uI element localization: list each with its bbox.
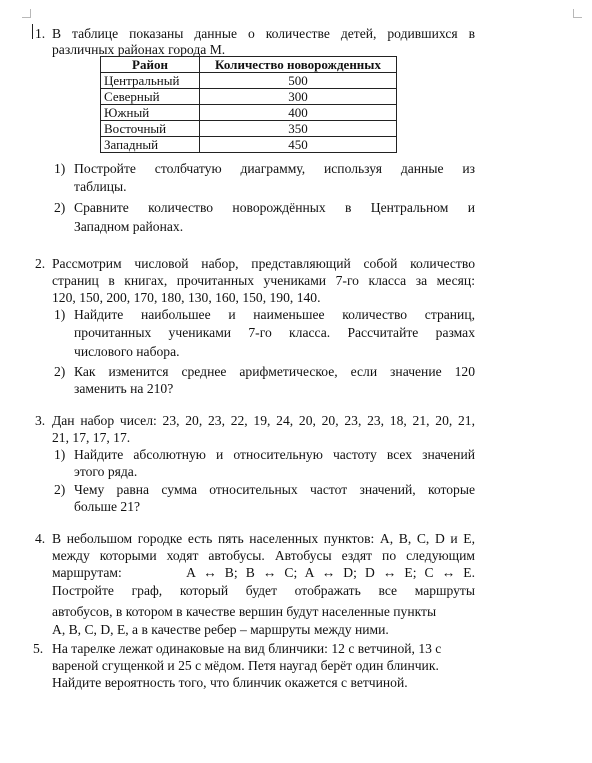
district-cell: Северный [101,89,200,105]
subtask-number: 2) [54,364,66,379]
table-header-cell: Количество новорожденных [200,57,397,73]
subtask-text-line: Сравните количество новорождённых в Центральном и [74,200,475,215]
count-cell: 350 [200,121,397,137]
district-cell: Южный [101,105,200,121]
count-cell: 500 [200,73,397,89]
subtask-number: 1) [54,161,66,176]
table-row [101,73,397,89]
task-2-text-line: 120, 150, 200, 170, 180, 130, 160, 150, 190, 140. [52,290,321,305]
task-4-text-line: маршрутам: A ↔ B; B ↔ C; A ↔ D; D ↔ E; C ↔ E. [52,565,475,580]
table-row [101,89,397,105]
task-4-number: 4. [35,531,46,546]
subtask-text-line: Западном районах. [74,219,184,234]
task-1-text-line: В таблице показаны данные о количестве детей, родившихся в [52,26,475,41]
task-1-text-line: различных районах города М. [52,42,226,57]
district-cell: Западный [101,137,200,153]
task-4-text-line: автобусов, в котором в качестве вершин будут населенные пункты [52,604,437,619]
subtask-text-line: Найдите наибольшее и наименьшее количество страниц, [74,307,475,322]
subtask-text-line: Как изменится среднее арифметическое, если значение 120 [74,364,475,379]
district-cell: Восточный [101,121,200,137]
table-header-row [101,57,397,73]
subtask-number: 2) [54,200,66,215]
page-corner-mark [573,9,582,18]
subtask-text-line: этого ряда. [74,464,138,479]
subtask-text-line: больше 21? [74,499,141,514]
task-3-text-line: 21, 17, 17, 17. [52,430,131,445]
table-row [101,105,397,121]
task-5-text-line: На тарелке лежат одинаковые на вид блинчики: 12 с ветчиной, 13 с [52,641,442,656]
task-3-text-line: Дан набор чисел: 23, 20, 23, 22, 19, 24, 20, 20, 23, 23, 18, 21, 20, 21, [52,413,475,428]
count-cell: 450 [200,137,397,153]
subtask-text-line: прочитанных учениками 7-го класса. Рассчитайте размах [74,325,475,340]
task-2-text-line: Рассмотрим числовой набор, представляющий собой количество [52,256,475,271]
subtask-number: 1) [54,307,66,322]
task-4-text-line: между которыми ходят автобусы. Автобусы ездят по следующим [52,548,475,563]
district-cell: Центральный [101,73,200,89]
table-row [101,137,397,153]
text-cursor [32,24,33,39]
task-4-text-line: A, B, C, D, E, а в качестве ребер – маршруты между ними. [52,622,389,637]
count-cell: 400 [200,105,397,121]
task-5-text-line: вареной сгущенкой и 25 с мёдом. Петя наугад берёт один блинчик. [52,658,439,673]
count-cell: 300 [200,89,397,105]
task-5-text-line: Найдите вероятность того, что блинчик окажется с ветчиной. [52,675,408,690]
table-header-cell: Район [101,57,200,73]
subtask-text-line: Найдите абсолютную и относительную частоту всех значений [74,447,475,462]
task-5-number: 5. [33,641,44,656]
subtask-text-line: Постройте столбчатую диаграмму, используя данные из [74,161,475,176]
task-2-number: 2. [35,256,46,271]
subtask-text-line: таблицы. [74,179,127,194]
task-1-number: 1. [35,26,46,41]
subtask-number: 1) [54,447,66,462]
task-4-text-line: В небольшом городке есть пять населенных пунктов: A, B, C, D и E, [52,531,475,546]
subtask-number: 2) [54,482,66,497]
page-corner-mark [22,9,31,18]
task-3-number: 3. [35,413,46,428]
task-2-text-line: страниц в книгах, прочитанных учениками 7-го класса за месяц: [52,273,475,288]
task-4-text-line: Постройте граф, который будет отображать все маршруты [52,583,475,598]
subtask-text-line: Чему равна сумма относительных частот значений, которые [74,482,475,497]
table-row [101,121,397,137]
subtask-text-line: заменить на 210? [74,381,174,396]
newborns-table [100,56,397,153]
subtask-text-line: числового набора. [74,344,180,359]
